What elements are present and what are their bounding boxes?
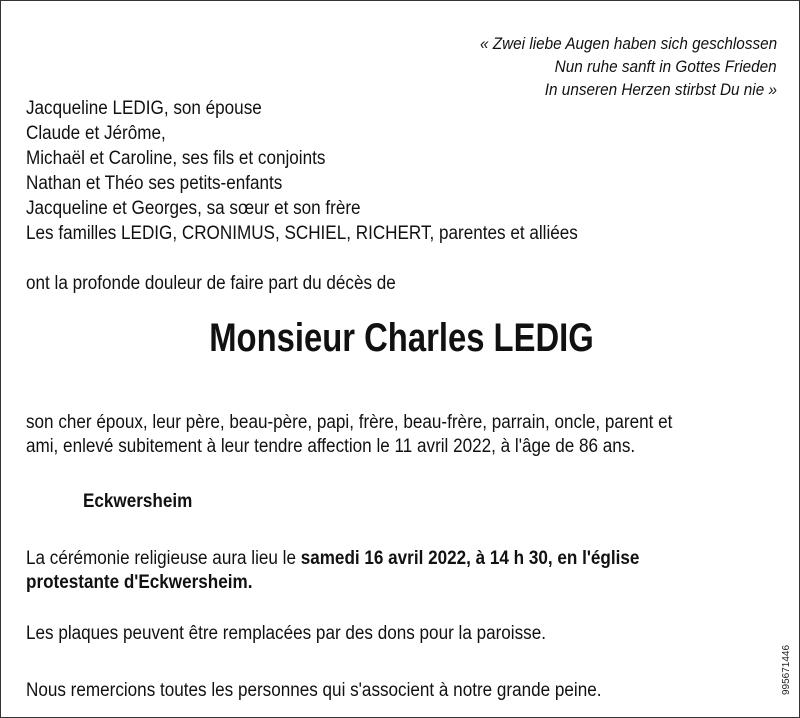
ceremony-intro: La cérémonie religieuse aura lieu le [26,548,301,569]
location-label: Eckwersheim [83,491,193,512]
epigraph-line: « Zwei liebe Augen haben sich geschlossen [479,34,777,53]
family-line: Jacqueline LEDIG, son épouse [26,98,262,119]
family-line: Michaël et Caroline, ses fils et conjoints [26,148,326,169]
family-line: Nathan et Théo ses petits-enfants [26,173,283,194]
deceased-name: Monsieur Charles LEDIG [208,316,594,360]
thanks-text: Nous remercions toutes les personnes qui s'associent à notre grande peine. [26,680,602,701]
reference-number: 995671446 [781,644,792,695]
epigraph [447,32,777,101]
ceremony-place: protestante d'Eckwersheim. [26,572,253,593]
donations-text: Les plaques peuvent être remplacées par des dons pour la paroisse. [26,623,546,644]
description-line: ami, enlevé subitement à leur tendre affection le 11 avril 2022, à l'âge de 86 ans. [26,436,636,457]
ceremony-date-time: samedi 16 avril 2022, à 14 h 30, en l'église [300,548,640,569]
epigraph-line: In unseren Herzen stirbst Du nie » [544,80,777,99]
announcement-text: ont la profonde douleur de faire part du décès de [26,273,396,294]
epigraph-line: Nun ruhe sanft in Gottes Frieden [555,57,777,76]
ceremony-line-1 [26,547,639,571]
description-line: son cher époux, leur père, beau-père, papi, frère, beau-frère, parrain, oncle, parent et [26,412,673,433]
family-line: Jacqueline et Georges, sa sœur et son frère [26,198,361,219]
family-line: Les familles LEDIG, CRONIMUS, SCHIEL, RICHERT, parentes et alliées [26,223,578,244]
family-line: Claude et Jérôme, [26,123,166,144]
